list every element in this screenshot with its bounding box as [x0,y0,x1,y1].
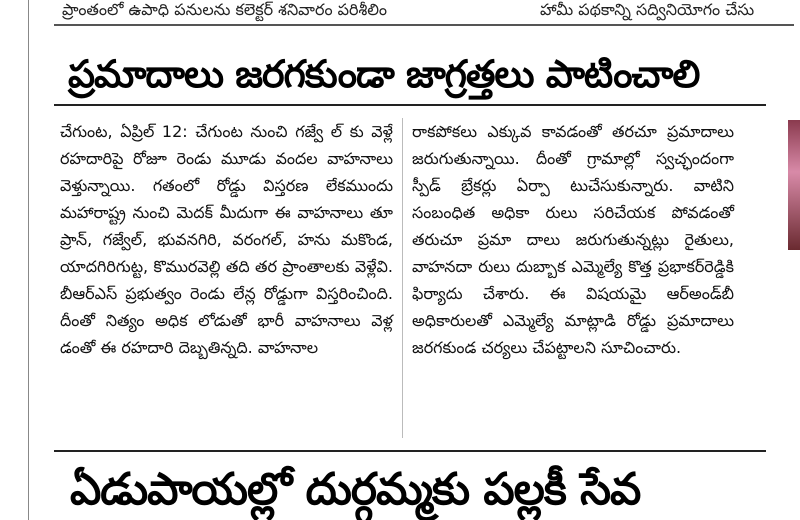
article-column-1-text: చేగుంట, ఏప్రిల్ 12: చేగుంట నుంచి గజ్వే ల్ కు వెళ్లే రహదారిపై రోజూ రెండు మూడు వందల వాహనాలు వెళ్తున్నాయి. గతంలో రోడ్డు విస్తరణ లేకముందు మహారాష్ట్ర నుంచి మెదక్ మీదుగా ఈ వాహనాలు తూ ప్రాన్, గజ్వేల్, భువనగిరి, వరంగల్, హను మకొండ, యాదగిరిగుట్ట, కొమురవెల్లి తది తర ప్రాంతాలకు వెళ్లేవి. బీఆర్ఎస్ ప్రభుత్వం రెండు లేన్ల రోడ్డుగా విస్తరించింది. దీంతో నిత్యం అధిక లోడుతో భారీ వాహనాలు వెళ్ల డంతో ఈ రహదారి దెబ్బతిన్నది. వాహనాల [60,122,393,357]
top-divider [54,24,794,26]
article-column-1 [60,118,393,361]
previous-article-text-left: ప్రాంతంలో ఉపాధి పనులను కలెక్టర్ శనివారం పరిశీలిం [62,0,388,19]
section-divider [54,450,766,452]
left-gutter-fragments [0,110,22,520]
article-column-2 [412,118,734,361]
left-column-divider [28,0,29,520]
column-divider [402,118,403,438]
article-column-2-text: రాకపోకలు ఎక్కువ కావడంతో తరచూ ప్రమాదాలు జరుగుతున్నాయి. దీంతో గ్రామాల్లో స్వచ్ఛందంగా స్పీడ్ బ్రేకర్లు ఏర్పా టుచేసుకున్నారు. వాటిని సంబంధిత అధికా రులు సరిచేయక పోవడంతో తరుచూ ప్రమా దాలు జరుగుతున్నట్లు రైతులు, వాహనదా రులు దుబ్బాక ఎమ్మెల్యే కొత్త ప్రభాకర్‌రెడ్డికి ఫిర్యాదు చేశారు. ఈ విషయమై ఆర్అండ్‌బీ అధికారులతో ఎమ్మెల్యే మాట్లాడి రోడ్డు ప్రమాదాలు జరగకుండ చర్యలు చేపట్టాలని సూచించారు. [412,122,734,357]
headline-divider [54,104,766,106]
adjacent-article-edge [764,40,800,520]
previous-article-text-right: హామీ పథకాన్ని సద్వినియోగం చేసు [540,0,755,19]
article-headline: ప్రమాదాలు జరగకుండా జాగ్రత్తలు పాటించాలి [68,52,700,96]
second-article-headline: ఏడుపాయల్లో దుర్గమ్మకు పల్లకీ సేవ [70,464,641,515]
previous-article-strip [0,0,800,22]
adjacent-photo [788,120,800,250]
